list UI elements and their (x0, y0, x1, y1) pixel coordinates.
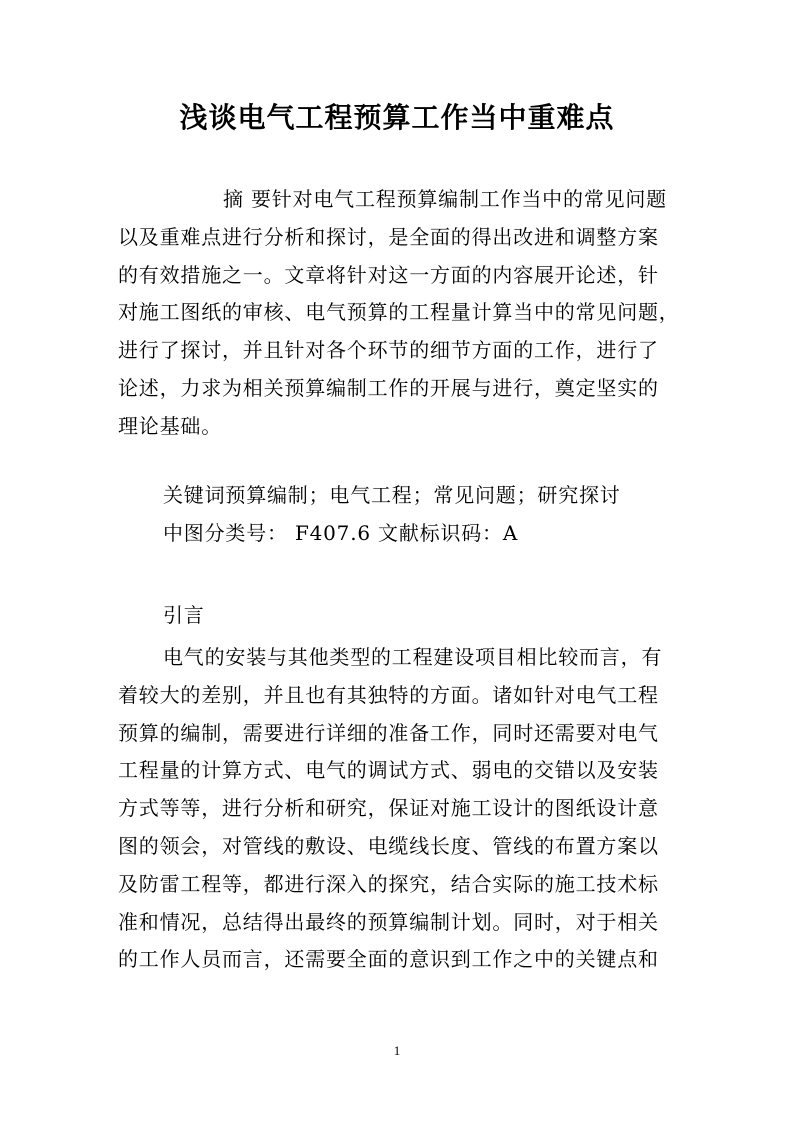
intro-line: 预算的编制，需要进行详细的准备工作，同时还需要对电气 (118, 720, 659, 745)
intro-line: 着较大的差别，并且也有其独特的方面。诸如针对电气工程 (118, 682, 659, 707)
intro-line: 方式等等，进行分析和研究，保证对施工设计的图纸设计意 (118, 796, 659, 821)
intro-heading: 引言 (163, 603, 205, 627)
document-title: 浅谈电气工程预算工作当中重难点 (179, 101, 615, 134)
intro-line: 电气的安装与其他类型的工程建设项目相比较而言，有 (163, 645, 663, 669)
abstract-label: 摘 要 (223, 187, 272, 211)
abstract-line: 对施工图纸的审核、电气预算的工程量计算当中的常见问题， (118, 300, 680, 325)
classification-line: 中图分类号： F407.6 文献标识码：A (163, 520, 519, 545)
abstract-first-line (118, 181, 683, 219)
intro-line: 工程量的计算方式、电气的调试方式、弱电的交错以及安装 (118, 758, 659, 783)
intro-section (118, 639, 683, 979)
abstract-section (118, 181, 683, 446)
abstract-line: 的有效措施之一。文章将针对这一方面的内容展开论述，针 (118, 262, 659, 287)
intro-line: 图的领会，对管线的敷设、电缆线长度、管线的布置方案以 (118, 833, 659, 858)
keywords-line: 关键词预算编制；电气工程；常见问题；研究探讨 (163, 483, 621, 507)
abstract-line: 论述，力求为相关预算编制工作的开展与进行，奠定坚实的 (118, 375, 659, 400)
abstract-line: 理论基础。 (118, 413, 222, 438)
intro-line: 的工作人员而言，还需要全面的意识到工作之中的关键点和 (118, 947, 659, 972)
keywords-section (118, 477, 683, 553)
intro-line: 准和情况，总结得出最终的预算编制计划。同时，对于相关 (118, 909, 659, 934)
page-number: 1 (393, 1043, 401, 1058)
abstract-line: 以及重难点进行分析和探讨，是全面的得出改进和调整方案 (118, 224, 659, 249)
intro-line: 及防雷工程等，都进行深入的探究，结合实际的施工技术标 (118, 871, 659, 896)
intro-heading-section (118, 597, 683, 635)
abstract-line: 针对电气工程预算编制工作当中的常见问题 (271, 187, 667, 211)
abstract-line: 进行了探讨，并且针对各个环节的细节方面的工作，进行了 (118, 338, 659, 363)
